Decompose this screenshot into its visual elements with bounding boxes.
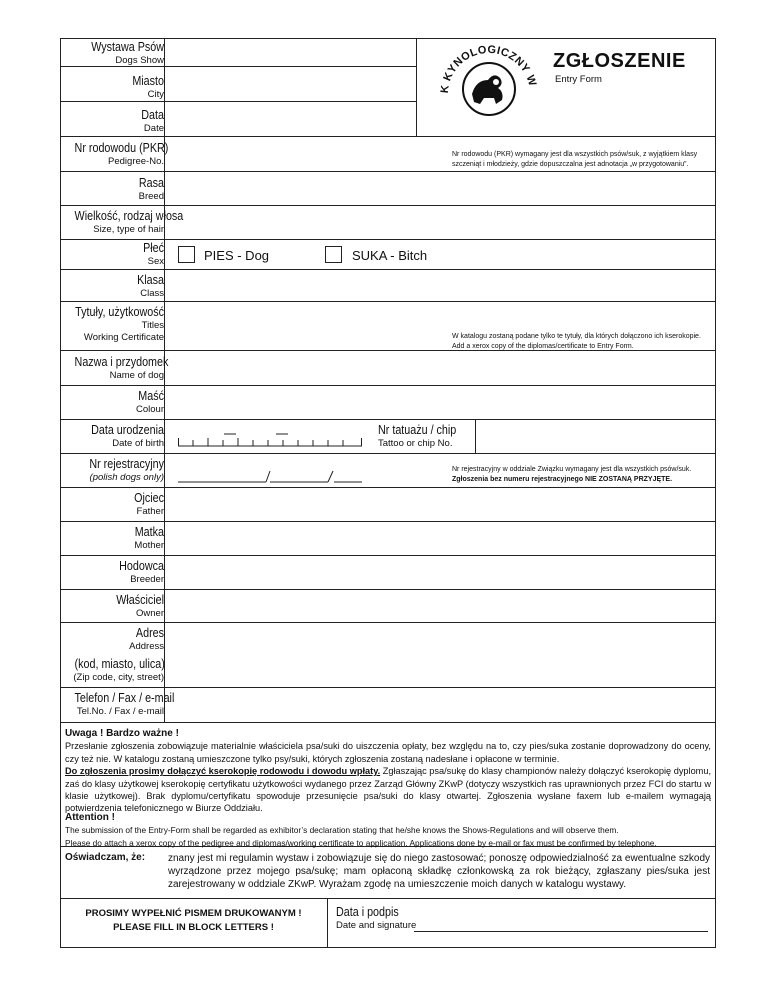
breed-input[interactable] [165, 172, 715, 205]
label-city: Miasto City [132, 74, 164, 100]
father-input[interactable] [165, 488, 715, 521]
city-input[interactable] [165, 67, 415, 101]
name-input[interactable] [165, 351, 715, 385]
label-phone: Telefon / Fax / e-mail Tel.No. / Fax / e-mail [74, 691, 175, 717]
label-class: Klasa Class [137, 273, 164, 299]
mother-input[interactable] [165, 522, 715, 555]
phone-input[interactable] [165, 688, 715, 722]
declaration-head: Oświadczam, że: [65, 852, 146, 863]
owner-input[interactable] [165, 590, 715, 622]
signature-label: Data i podpis Date and signature [336, 905, 417, 931]
label-date: Data Date [141, 108, 164, 134]
tattoo-input[interactable] [476, 420, 715, 453]
label-pedigree: Nr rodowodu (PKR) Pedigree-No. [74, 141, 169, 167]
label-sex: Płeć Sex [143, 241, 164, 267]
label-address: Adres Address [129, 626, 164, 652]
svg-text:ZWIĄZEK KYNOLOGICZNY W POLSCE: K KYNOLOGICZNY W [438, 43, 539, 94]
dob-boxes[interactable] [178, 432, 364, 453]
dog-option-label: PIES - Dog [204, 248, 270, 263]
colour-input[interactable] [165, 386, 715, 419]
label-mother: Matka Mother [134, 525, 164, 551]
reg-note: Nr rejestracyjny w oddziale Związku wymagany jest dla wszystkich psów/suk. Zgłoszenia bez numeru rejestracyjnego NIE ZOSTANĄ PRZYJĘTE. [452, 466, 692, 483]
label-size: Wielkość, rodzaj włosa Size, type of hair [74, 209, 184, 235]
bitch-option-label: SUKA - Bitch [352, 248, 428, 263]
label-zip: (kod, miasto, ulica) (Zip code, city, street) [73, 657, 165, 683]
date-input[interactable] [165, 102, 415, 136]
declaration-text: znany jest mi regulamin wystaw i zobowiązuje się do niego zastosować; ponoszę odpowiedzialność za ewentualne szkody wyrządzone przez mojego psa/sukę; mam opłaconą składkę członkowską za rok bieżący, zgłaszany pies/suka jest zarejestrowany w oddziale ZKwP. Wyrażam zgodę na umieszczenie moich danych w katalogu wystawy. [168, 853, 710, 890]
dog-checkbox[interactable] [178, 246, 195, 263]
label-show: Wystawa Psów Dogs Show [91, 40, 164, 66]
label-titles: Tytuły, użytkowość Titles Working Certificate [75, 305, 164, 343]
reg-number-line[interactable] [178, 468, 364, 489]
label-breed: Rasa Breed [138, 176, 164, 202]
show-input[interactable] [165, 38, 415, 66]
label-breeder: Hodowca Breeder [119, 559, 164, 585]
size-input[interactable] [165, 206, 715, 239]
label-dob: Data urodzenia Date of birth [91, 423, 164, 449]
pedigree-note: Nr rodowodu (PKR) wymagany jest dla wszystkich psów/suk, z wyjątkiem klasy szczeniąt i młodzieży, gdzie dopuszczalna jest adnotacja „w przygotowaniu”. [452, 151, 698, 168]
label-owner: Właściciel Owner [116, 593, 164, 619]
breeder-input[interactable] [165, 556, 715, 589]
signature-line[interactable] [414, 919, 708, 932]
attention-block: Attention ! The submission of the Entry-Form shall be regarded as exhibitor’s declaration stating that he/she knows the Shows-Regulations and will observe them. Please do attach a xerox copy of the pedigree and diplomas/working certificate to application. Applications done by e-mail or fax must be confirmed by telephone. [65, 812, 657, 848]
form-subtitle: Entry Form [555, 74, 602, 85]
label-colour: Maść Colour [136, 389, 164, 415]
form-title: ZGŁOSZENIE [553, 50, 686, 72]
titles-note: W katalogu zostaną podane tylko te tytuły, dla których dołączono ich kserokopie. Add a xerox copy of the diplomas/certificate to Entry Form. [452, 333, 701, 350]
label-reg: Nr rejestracyjny (polish dogs only) [89, 457, 164, 483]
label-father: Ojciec Father [134, 491, 164, 517]
warning-block: Uwaga ! Bardzo ważne ! Przesłanie zgłoszenia zobowiązuje materialnie właściciela psa/suki do uiszczenia opłaty, bez względu na to, czy pies/suka zostanie doprowadzony do oceny, czy też nie. W katalogu zostaną umieszczone tylko psy/suki, których zgłoszenia zostaną nadesłane i opłacone w terminie. Do zgłoszenia prosimy dołączyć kserokopię rodowodu i dowodu wpłaty. Zgłaszając psa/sukę do klasy championów należy dołączyć kserokopię dyplomu, zaś do klasy użytkowej kserokopię certyfikatu użytkowości wydanego przez Zarząd Główny ZKwP (dotyczy wszystkich ras uprawnionych przez FCI do startu w klasie użytkowej). Brak dyplomu/certyfikatu spowoduje przesunięcie psa/suki do klasy otwartej. Zgłoszenia wysłane faxem lub e-mailem wymagają potwierdzenia telefonicznego w Biurze Oddziału. [65, 728, 711, 814]
label-name: Nazwa i przydomek Name of dog [74, 355, 169, 381]
zkwp-logo [426, 42, 550, 134]
fill-notice: PROSIMY WYPEŁNIĆ PISMEM DRUKOWANYM ! PLEASE FILL IN BLOCK LETTERS ! [60, 898, 328, 948]
pedigree-input[interactable] [165, 137, 445, 171]
bitch-checkbox[interactable] [325, 246, 342, 263]
titles-input[interactable] [165, 302, 445, 350]
address-input[interactable] [165, 623, 715, 687]
label-tattoo: Nr tatuażu / chip Tattoo or chip No. [378, 423, 457, 449]
class-input[interactable] [165, 270, 715, 301]
